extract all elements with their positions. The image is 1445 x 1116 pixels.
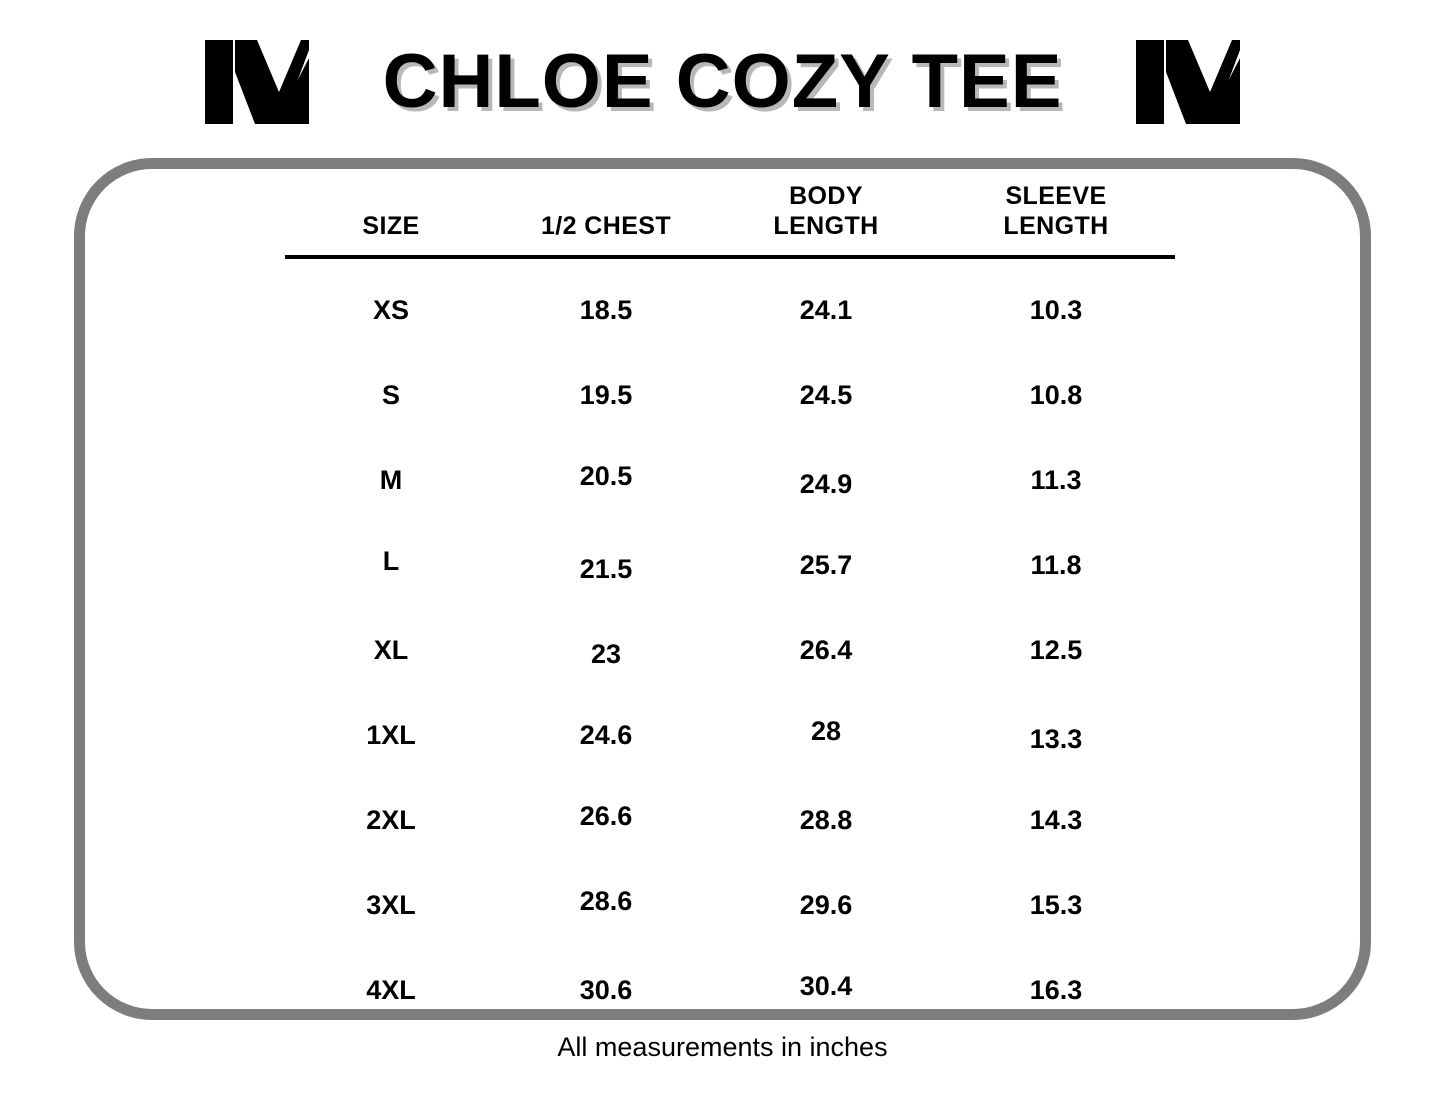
cell-body-length: 28.8	[799, 805, 853, 835]
column-header-sleeve-length	[937, 182, 1175, 257]
cell-sleeve-length: 11.3	[1030, 465, 1082, 495]
table-row	[285, 608, 1175, 693]
table-row	[285, 693, 1175, 778]
table-header	[285, 182, 1175, 257]
cell-sleeve-length: 10.3	[1029, 295, 1083, 325]
size-table	[285, 182, 1175, 1033]
column-header-body-length-line2: LENGTH	[773, 211, 879, 240]
cell-half-chest: 18.5	[579, 295, 633, 325]
cell-size: XL	[373, 635, 409, 665]
cell-sleeve-length: 13.3	[1029, 724, 1083, 754]
column-header-sleeve-length-line1: SLEEVE	[1005, 182, 1107, 210]
cell-sleeve-length: 15.3	[1029, 890, 1083, 920]
cell-sleeve-length: 16.3	[1029, 975, 1083, 1005]
cell-size: 4XL	[366, 975, 416, 1005]
column-header-body-length	[715, 182, 937, 257]
cell-half-chest: 24.6	[579, 720, 633, 750]
column-header-half-chest	[497, 182, 715, 257]
cell-sleeve-length: 12.5	[1029, 635, 1083, 665]
cell-size: L	[382, 546, 400, 576]
cell-half-chest: 23	[590, 639, 622, 669]
cell-size: 3XL	[366, 890, 416, 920]
cell-size: 2XL	[366, 805, 416, 835]
cell-body-length: 25.7	[799, 550, 853, 580]
cell-body-length: 24.5	[799, 380, 853, 410]
column-header-size-line1: SIZE	[362, 211, 420, 240]
cell-size: 1XL	[366, 720, 416, 750]
cell-sleeve-length: 14.3	[1029, 805, 1083, 835]
cell-size: M	[379, 465, 403, 495]
cell-half-chest: 26.6	[579, 801, 633, 831]
column-header-sleeve-length-line2: LENGTH	[1003, 211, 1109, 240]
table-row	[285, 257, 1175, 353]
table-row	[285, 523, 1175, 608]
cell-half-chest: 21.5	[579, 554, 633, 584]
cell-body-length: 26.4	[799, 635, 853, 665]
cell-body-length: 29.6	[799, 890, 853, 920]
table-row	[285, 863, 1175, 948]
table-body	[285, 257, 1175, 1033]
cell-half-chest: 30.6	[579, 975, 633, 1005]
cell-sleeve-length: 10.8	[1029, 380, 1083, 410]
table-row	[285, 778, 1175, 863]
column-header-size	[285, 182, 497, 257]
cell-size: S	[381, 380, 400, 410]
cell-sleeve-length: 11.8	[1030, 550, 1082, 580]
column-header-half-chest-line1: 1/2 CHEST	[540, 211, 672, 240]
header	[0, 22, 1445, 142]
measurement-units-note: All measurements in inches	[557, 1032, 888, 1062]
cell-half-chest: 19.5	[579, 380, 633, 410]
cell-body-length: 24.9	[799, 469, 853, 499]
table-row	[285, 353, 1175, 438]
table-header-row	[285, 182, 1175, 257]
cell-size: XS	[372, 295, 410, 325]
column-header-body-length-line1: BODY	[789, 182, 863, 210]
cell-body-length: 28	[810, 716, 842, 746]
brand-monogram-icon-left	[205, 40, 309, 124]
cell-body-length: 30.4	[799, 971, 853, 1001]
size-table-wrapper	[285, 182, 1175, 1033]
cell-body-length: 24.1	[799, 295, 853, 325]
table-row	[285, 948, 1175, 1033]
cell-half-chest: 28.6	[579, 886, 633, 916]
table-row	[285, 438, 1175, 523]
page-title: CHLOE COZY TEE	[382, 39, 1063, 124]
brand-monogram-icon-right	[1136, 40, 1240, 124]
cell-half-chest: 20.5	[579, 461, 633, 491]
